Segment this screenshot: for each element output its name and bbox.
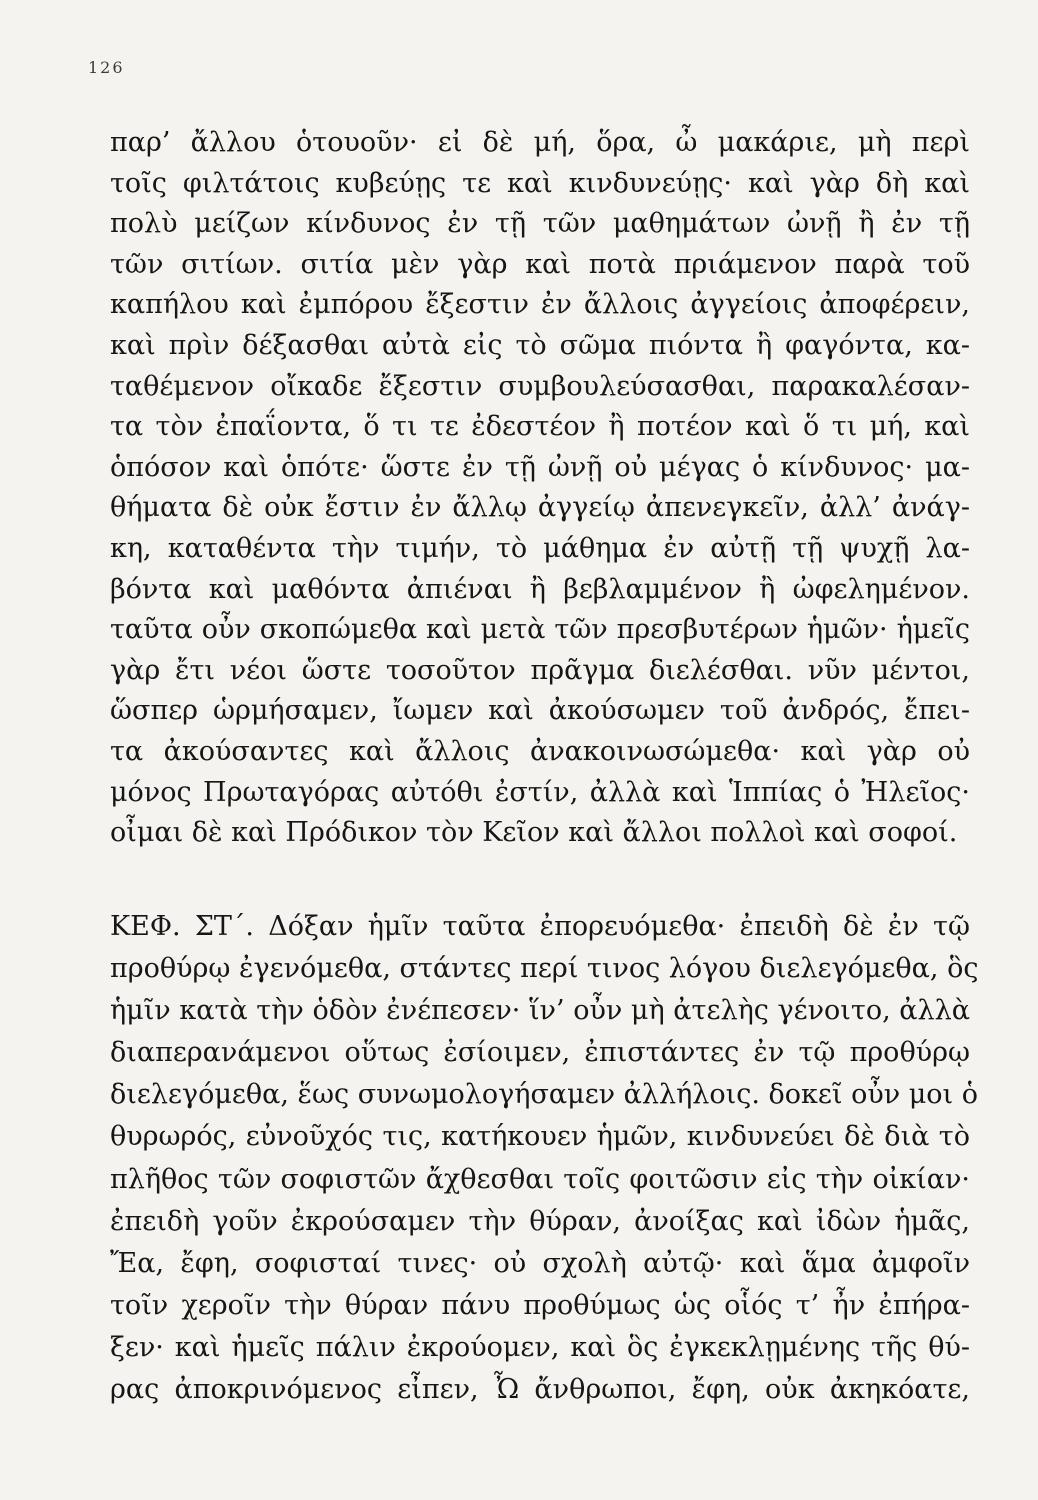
- text-line: καπήλου καὶ ἐμπόρου ἔξεστιν ἐν ἄλλοις ἀγγείοις ἀποφέρειν,: [110, 289, 970, 321]
- text-line: καὶ πρὶν δέξασθαι αὐτὰ εἰς τὸ σῶμα πιόντα ἢ φαγόντα, κα-: [110, 329, 970, 361]
- text-line: Ἔα, ἔφη, σοφισταί τινες· οὐ σχολὴ αὐτῷ· καὶ ἅμα ἀμφοῖν: [110, 1247, 970, 1279]
- text-line: πλῆθος τῶν σοφιστῶν ἄχθεσθαι τοῖς φοιτῶσιν εἰς τὴν οἰκίαν·: [110, 1163, 970, 1195]
- text-line: ρας ἀποκρινόμενος εἶπεν, Ὦ ἄνθρωποι, ἔφη, οὐκ ἀκηκόατε,: [110, 1374, 970, 1406]
- text-line: γὰρ ἔτι νέοι ὥστε τοσοῦτον πρᾶγμα διελέσθαι. νῦν μέντοι,: [110, 654, 970, 686]
- text-line: οἶμαι δὲ καὶ Πρόδικον τὸν Κεῖον καὶ ἄλλοι πολλοὶ καὶ σοφοί.: [110, 817, 958, 849]
- text-line: ὁπόσον καὶ ὁπότε· ὥστε ἐν τῇ ὠνῇ οὐ μέγας ὁ κίνδυνος· μα-: [110, 451, 970, 483]
- text-line: τῶν σιτίων. σιτία μὲν γὰρ καὶ ποτὰ πριάμενον παρὰ τοῦ: [110, 248, 970, 280]
- text-line: τα τὸν ἐπαΐοντα, ὅ τι τε ἐδεστέον ἢ ποτέον καὶ ὅ τι μή, καὶ: [110, 411, 970, 443]
- text-line: μόνος Πρωταγόρας αὐτόθι ἐστίν, ἀλλὰ καὶ Ἱππίας ὁ Ἠλεῖος·: [110, 776, 970, 808]
- text-line: θήματα δὲ οὐκ ἔστιν ἐν ἄλλῳ ἀγγείῳ ἀπενεγκεῖν, ἀλλ’ ἀνάγ-: [110, 492, 970, 524]
- paragraph-2: [110, 906, 979, 1411]
- text-line: ταθέμενον οἴκαδε ἔξεστιν συμβουλεύσασθαι, παρακαλέσαν-: [110, 370, 970, 402]
- text-line: κη, καταθέντα τὴν τιμήν, τὸ μάθημα ἐν αὐτῇ τῇ ψυχῇ λα-: [110, 532, 970, 564]
- text-line: προθύρῳ ἐγενόμεθα, στάντες περί τινος λόγου διελεγόμεθα, ὃς: [110, 953, 979, 985]
- text-line: ταῦτα οὖν σκοπώμεθα καὶ μετὰ τῶν πρεσβυτέρων ἡμῶν· ἡμεῖς: [110, 614, 970, 646]
- text-line: πολὺ μείζων κίνδυνος ἐν τῇ τῶν μαθημάτων ὠνῇ ἢ ἐν τῇ: [110, 208, 970, 240]
- text-line: διελεγόμεθα, ἕως συνωμολογήσαμεν ἀλλήλοις. δοκεῖ οὖν μοι ὁ: [110, 1079, 978, 1111]
- chapter-heading-line: ΚΕΦ. ΣΤ΄. Δόξαν ἡμῖν ταῦτα ἐπορευόμεθα· ἐπειδὴ δὲ ἐν τῷ: [110, 911, 970, 942]
- text-line: τοῖν χεροῖν τὴν θύραν πάνυ προθύμως ὡς οἷός τ’ ἦν ἐπήρα-: [110, 1289, 970, 1321]
- text-line: ἡμῖν κατὰ τὴν ὁδὸν ἐνέπεσεν· ἵν’ οὖν μὴ ἀτελὴς γένοιτο, ἀλλὰ: [110, 995, 970, 1027]
- text-line: τοῖς φιλτάτοις κυβεύῃς τε καὶ κινδυνεύῃς· καὶ γὰρ δὴ καὶ: [110, 167, 970, 199]
- text-line: ὥσπερ ὡρμήσαμεν, ἴωμεν καὶ ἀκούσωμεν τοῦ ἀνδρός, ἔπει-: [110, 695, 970, 727]
- text-line: παρ’ ἄλλου ὁτουοῦν· εἰ δὲ μή, ὅρα, ὦ μακάριε, μὴ περὶ: [110, 127, 970, 158]
- text-line: ξεν· καὶ ἡμεῖς πάλιν ἐκρούομεν, καὶ ὃς ἐγκεκλῃμένης τῆς θύ-: [110, 1331, 970, 1363]
- paragraph-1: [110, 123, 970, 854]
- text-line: θυρωρός, εὐνοῦχός τις, κατήκουεν ἡμῶν, κινδυνεύει δὲ διὰ τὸ: [110, 1121, 970, 1153]
- text-line: ἐπειδὴ γοῦν ἐκρούσαμεν τὴν θύραν, ἀνοίξας καὶ ἰδὼν ἡμᾶς,: [110, 1205, 970, 1237]
- text-line: βόντα καὶ μαθόντα ἀπιέναι ἢ βεβλαμμένον ἢ ὠφελημένον.: [110, 573, 970, 605]
- text-line: τα ἀκούσαντες καὶ ἄλλοις ἀνακοινωσώμεθα· καὶ γὰρ οὐ: [110, 735, 970, 767]
- text-line: διαπερανάμενοι οὕτως ἐσίοιμεν, ἐπιστάντες ἐν τῷ προθύρῳ: [110, 1037, 970, 1069]
- page-number: 126: [88, 58, 125, 77]
